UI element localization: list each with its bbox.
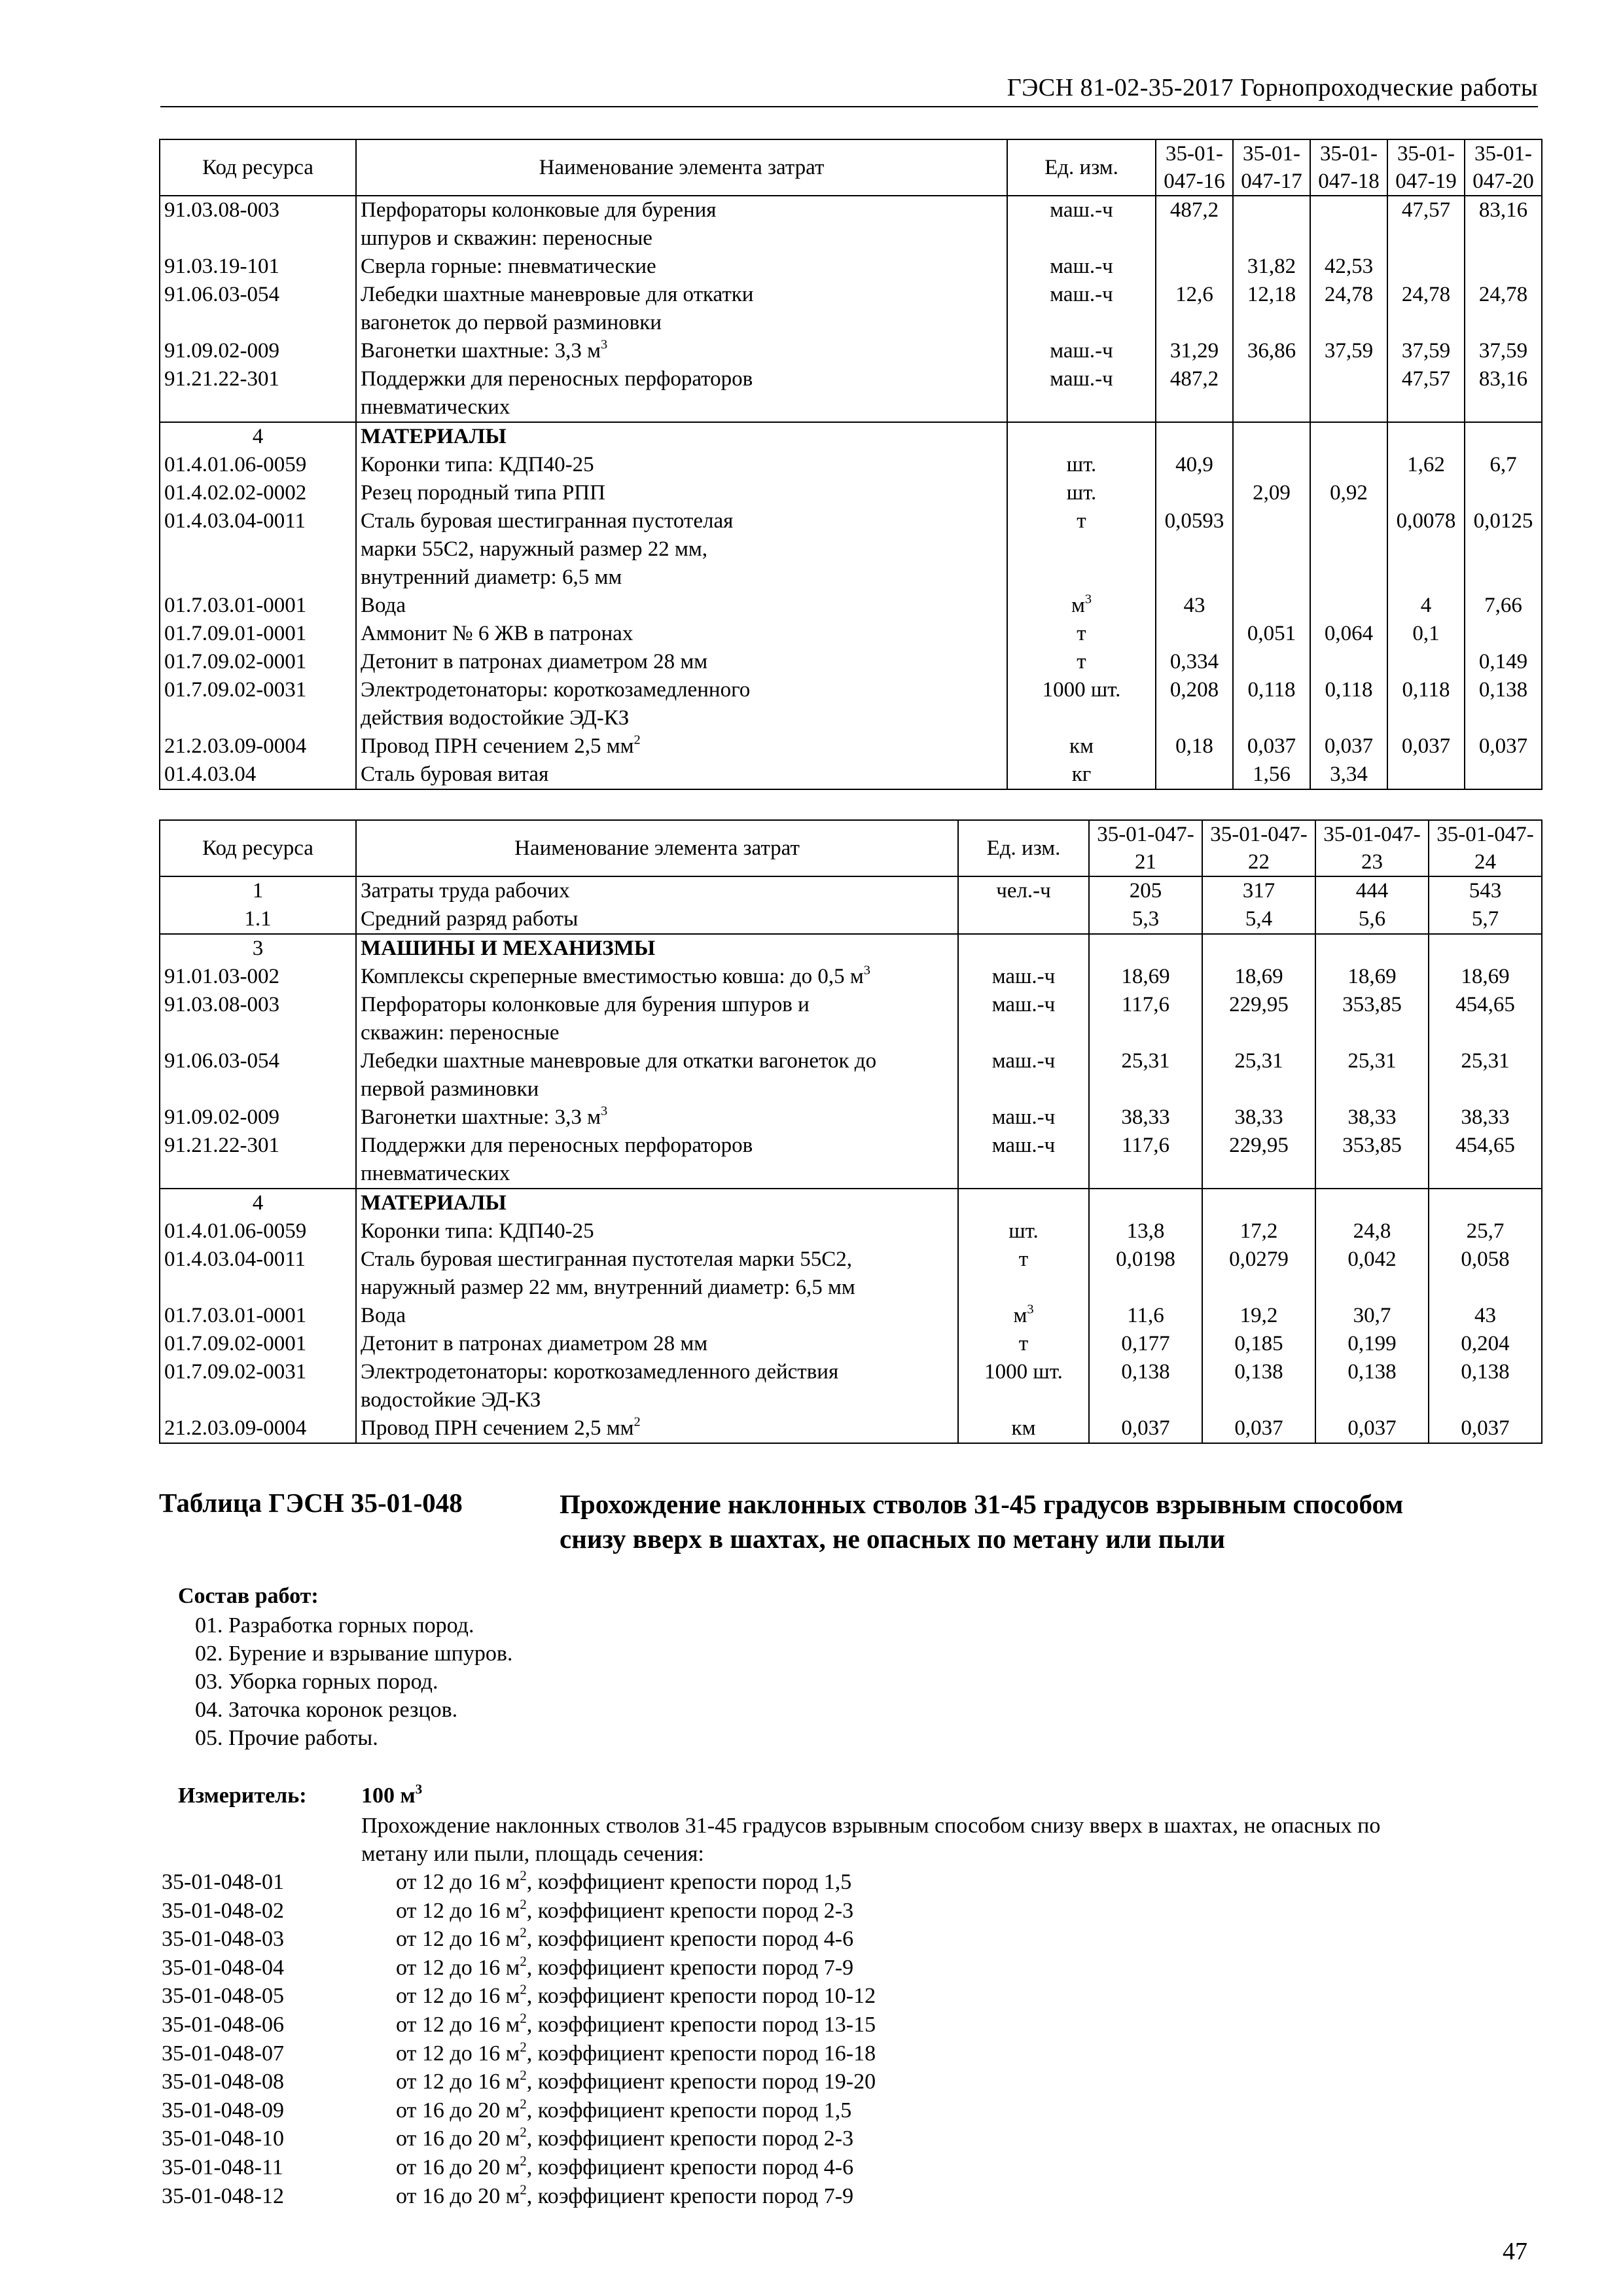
works-list [195,1611,512,1752]
resource-code: 91.03.08-003 [160,991,356,1047]
resource-unit: маш.-ч [1007,337,1156,365]
value-cell: 25,31 [1202,1047,1315,1103]
resource-name: Сталь буровая шестигранная пустотелая марки 55С2, наружный размер 22 мм, внутренний диаметр: 6,5 мм [356,507,1007,592]
value-cell: 18,69 [1429,963,1542,991]
value-cell [1233,451,1310,479]
value-cell: 0,138 [1429,1358,1542,1414]
table-row [160,1246,1542,1302]
value-cell [1156,253,1233,281]
value-cell: 3,34 [1310,761,1387,789]
value-cell: 6,7 [1465,451,1542,479]
resource-code: 01.4.02.02-0002 [160,479,356,507]
value-cell: 0,037 [1315,1414,1429,1443]
value-cell: 0,138 [1315,1358,1429,1414]
table-header-row [160,139,1542,196]
code-description: от 12 до 16 $м^2$, коэффициент крепости пород 7-9 [396,1953,854,1980]
resource-code: 91.09.02-009 [160,337,356,365]
value-cell [1465,253,1542,281]
resource-code: 21.2.03.09-0004 [160,1414,356,1443]
resource-name: Вода [356,592,1007,620]
value-cell: 36,86 [1233,337,1310,365]
value-cell: 31,29 [1156,337,1233,365]
resource-code: 91.09.02-009 [160,1103,356,1132]
value-cell: 0,037 [1233,732,1310,761]
value-cell: 0,138 [1089,1358,1202,1414]
value-cell: 0,138 [1465,676,1542,732]
value-cell: 11,6 [1089,1302,1202,1330]
resource-name: Перфораторы колонковые для бурения шпуров и скважин: переносные [356,196,1007,253]
resource-unit: шт. [1007,451,1156,479]
value-cell [1310,507,1387,592]
value-cell: 0,0279 [1202,1246,1315,1302]
resource-name: Коронки типа: КДП40-25 [356,451,1007,479]
resource-unit: т [1007,507,1156,592]
value-cell [1465,761,1542,789]
resource-name: Вагонетки шахтные: 3,3 $м^3$ [356,1103,958,1132]
value-cell [1156,761,1233,789]
resource-unit: маш.-ч [1007,196,1156,253]
table-title: Таблица ГЭСН 35-01-048 [159,1488,463,1518]
value-cell: 37,59 [1310,337,1387,365]
value-cell: 543 [1429,876,1542,905]
section-row-materials [160,1189,1542,1217]
value-cell [1233,592,1310,620]
value-cell: 0,037 [1089,1414,1202,1443]
resource-name: Комплексы скреперные вместимостью ковша: до 0,5 $м^3$ [356,963,958,991]
code: 35-01-048-05 [162,1984,284,2009]
resource-name: Сталь буровая витая [356,761,1007,789]
value-cell: 0,199 [1315,1330,1429,1358]
col-header-code: Код ресурса [160,820,356,876]
table-row [160,761,1542,789]
resource-code: 91.03.19-101 [160,253,356,281]
value-cell: 42,53 [1310,253,1387,281]
value-cell: 0,058 [1429,1246,1542,1302]
value-cell: 47,57 [1387,365,1465,422]
value-cell: 31,82 [1233,253,1310,281]
list-item: 02. Бурение и взрывание шпуров. [195,1641,513,1666]
value-cell: 47,57 [1387,196,1465,253]
value-cell: 0,0593 [1156,507,1233,592]
value-cell: 43 [1156,592,1233,620]
resource-name: Коронки типа: КДП40-25 [356,1217,958,1246]
list-item: 04. Заточка коронок резцов. [195,1698,458,1722]
col-header-unit: Ед. изм. [958,820,1089,876]
section-row-machines [160,934,1542,963]
resource-unit: т [958,1246,1089,1302]
value-cell: 0,051 [1233,620,1310,648]
resource-unit: маш.-ч [1007,281,1156,337]
resource-unit: шт. [958,1217,1089,1246]
value-cell: 40,9 [1156,451,1233,479]
meter-description: Прохождение наклонных стволов 31-45 градусов взрывным способом снизу вверх в шахтах, не опасных по метану или пыли, площадь сечения: [361,1814,1381,1866]
value-cell: 229,95 [1202,991,1315,1047]
resource-unit: маш.-ч [958,1103,1089,1132]
resource-name: Резец породный типа РПП [356,479,1007,507]
value-cell: 24,78 [1465,281,1542,337]
table-row [160,1132,1542,1189]
list-item: 03. Уборка горных пород. [195,1670,438,1694]
value-cell: 25,7 [1429,1217,1542,1246]
resource-unit: 1000 шт. [1007,676,1156,732]
value-cell: 37,59 [1465,337,1542,365]
resource-code: 91.06.03-054 [160,1047,356,1103]
col-header-unit: Ед. изм. [1007,139,1156,196]
table-row [160,876,1542,905]
value-cell [1310,365,1387,422]
code: 35-01-048-01 [162,1870,284,1894]
meter-label: Измеритель: [178,1784,307,1808]
value-cell: 117,6 [1089,991,1202,1047]
list-item: 01. Разработка горных пород. [195,1613,474,1638]
resource-name: Средний разряд работы [356,905,958,934]
value-cell: 0,0125 [1465,507,1542,592]
section-title: МАШИНЫ И МЕХАНИЗМЫ [356,934,958,963]
resource-code: 01.4.03.04-0011 [160,507,356,592]
value-cell: 0,92 [1310,479,1387,507]
resource-name: Вода [356,1302,958,1330]
value-cell: 0,149 [1465,648,1542,676]
table-row [160,991,1542,1047]
value-cell: 0,208 [1156,676,1233,732]
resource-code: 01.7.09.02-0031 [160,676,356,732]
value-cell: 4 [1387,592,1465,620]
code-description: от 16 до 20 $м^2$, коэффициент крепости пород 2-3 [396,2124,854,2151]
code: 35-01-048-09 [162,2098,284,2123]
value-cell: 0,204 [1429,1330,1542,1358]
value-cell: 0,118 [1310,676,1387,732]
value-cell: 5,4 [1202,905,1315,934]
section-row-materials [160,422,1542,451]
code-description: от 12 до 16 $м^2$, коэффициент крепости пород 13-15 [396,2010,876,2037]
col-header-047-18: 35-01-047-18 [1310,139,1387,196]
resource-name: Провод ПРН сечением 2,5 $мм^2$ [356,1414,958,1443]
resource-code: 01.7.09.02-0001 [160,648,356,676]
value-cell: 1,62 [1387,451,1465,479]
value-cell: 18,69 [1315,963,1429,991]
code: 35-01-048-11 [162,2155,283,2179]
value-cell [1156,620,1233,648]
resource-code: 91.03.08-003 [160,196,356,253]
table-row [160,1302,1542,1330]
resource-name: Поддержки для переносных перфораторов пневматических [356,1132,958,1189]
table-row [160,1217,1542,1246]
code: 35-01-048-07 [162,2041,284,2066]
col-header-047-16: 35-01-047-16 [1156,139,1233,196]
code: 35-01-048-08 [162,2070,284,2094]
value-cell [1310,648,1387,676]
value-cell [1465,479,1542,507]
col-header-047-21: 35-01-047-21 [1089,820,1202,876]
col-header-047-24: 35-01-047-24 [1429,820,1542,876]
value-cell: 0,0198 [1089,1246,1202,1302]
value-cell [1233,365,1310,422]
table-header-row [160,820,1542,876]
table-row [160,479,1542,507]
value-cell: 487,2 [1156,365,1233,422]
value-cell: 24,8 [1315,1217,1429,1246]
section-title: МАТЕРИАЛЫ [356,422,1007,451]
resource-code: 91.06.03-054 [160,281,356,337]
value-cell [1310,451,1387,479]
code: 35-01-048-12 [162,2183,284,2208]
value-cell: 0,185 [1202,1330,1315,1358]
table-row [160,620,1542,648]
resource-code: 91.21.22-301 [160,1132,356,1189]
resource-unit: т [958,1330,1089,1358]
value-cell: 5,7 [1429,905,1542,934]
table-row [160,1047,1542,1103]
value-cell: 0,042 [1315,1246,1429,1302]
value-cell: 38,33 [1315,1103,1429,1132]
value-cell: 0,138 [1202,1358,1315,1414]
resource-name: Детонит в патронах диаметром 28 мм [356,1330,958,1358]
resource-unit: маш.-ч [958,1047,1089,1103]
value-cell: 229,95 [1202,1132,1315,1189]
table-row [160,1358,1542,1414]
resource-unit: маш.-ч [958,1132,1089,1189]
table-row [160,365,1542,422]
resource-code: 01.7.09.02-0001 [160,1330,356,1358]
value-cell: 0,037 [1465,732,1542,761]
value-cell: 38,33 [1202,1103,1315,1132]
col-header-code: Код ресурса [160,139,356,196]
value-cell: 13,8 [1089,1217,1202,1246]
value-cell: 487,2 [1156,196,1233,253]
resource-unit: т [1007,620,1156,648]
resource-unit: маш.-ч [958,991,1089,1047]
value-cell: 0,18 [1156,732,1233,761]
value-cell: 24,78 [1387,281,1465,337]
value-cell: 24,78 [1310,281,1387,337]
section-code: 4 [160,422,356,451]
resource-unit: т [1007,648,1156,676]
resource-code: 01.4.03.04-0011 [160,1246,356,1302]
value-cell: 0,037 [1310,732,1387,761]
value-cell: 1,56 [1233,761,1310,789]
value-cell [1387,253,1465,281]
col-header-name: Наименование элемента затрат [356,139,1007,196]
value-cell [1233,507,1310,592]
code: 35-01-048-06 [162,2012,284,2037]
value-cell [1387,761,1465,789]
resource-name: Детонит в патронах диаметром 28 мм [356,648,1007,676]
col-header-047-22: 35-01-047-22 [1202,820,1315,876]
table-row [160,905,1542,934]
resource-unit: маш.-ч [1007,253,1156,281]
value-cell: 0,118 [1233,676,1310,732]
table-row [160,253,1542,281]
value-cell [1233,648,1310,676]
value-cell: 18,69 [1089,963,1202,991]
code-description: от 16 до 20 $м^2$, коэффициент крепости пород 7-9 [396,2181,854,2208]
value-cell: 117,6 [1089,1132,1202,1189]
value-cell [1387,648,1465,676]
value-cell: 0,064 [1310,620,1387,648]
col-header-047-19: 35-01-047-19 [1387,139,1465,196]
table-row [160,337,1542,365]
resource-name: Лебедки шахтные маневровые для откатки вагонеток до первой разминовки [356,281,1007,337]
table-row [160,1103,1542,1132]
resource-name: Электродетонаторы: короткозамедленного действия водостойкие ЭД-КЗ [356,676,1007,732]
code-description: от 12 до 16 $м^2$, коэффициент крепости пород 19-20 [396,2067,876,2094]
section-code: 4 [160,1189,356,1217]
value-cell: 0,334 [1156,648,1233,676]
value-cell: 205 [1089,876,1202,905]
resource-unit: маш.-ч [958,963,1089,991]
resource-unit: 1000 шт. [958,1358,1089,1414]
resource-code: 01.7.03.01-0001 [160,592,356,620]
value-cell: 30,7 [1315,1302,1429,1330]
code-description: от 16 до 20 $м^2$, коэффициент крепости пород 1,5 [396,2096,852,2123]
resource-name: Сверла горные: пневматические [356,253,1007,281]
resource-unit: км [1007,732,1156,761]
table-row [160,732,1542,761]
value-cell: 5,6 [1315,905,1429,934]
value-cell: 18,69 [1202,963,1315,991]
table-row [160,963,1542,991]
resource-name: Аммонит № 6 ЖВ в патронах [356,620,1007,648]
code: 35-01-048-03 [162,1927,284,1952]
resource-code: 91.21.22-301 [160,365,356,422]
code-description: от 12 до 16 $м^2$, коэффициент крепости пород 16-18 [396,2038,876,2066]
value-cell: 12,18 [1233,281,1310,337]
table-row [160,281,1542,337]
code: 35-01-048-04 [162,1955,284,1980]
value-cell: 444 [1315,876,1429,905]
works-label: Состав работ: [178,1584,319,1608]
code-description: от 12 до 16 $м^2$, коэффициент крепости пород 10-12 [396,1981,876,2009]
meter-value: 100 $м^3$ [361,1781,423,1808]
resource-name: Провод ПРН сечением 2,5 $мм^2$ [356,732,1007,761]
value-cell: 0,118 [1387,676,1465,732]
value-cell: 25,31 [1089,1047,1202,1103]
value-cell: 454,65 [1429,991,1542,1047]
col-header-047-23: 35-01-047-23 [1315,820,1429,876]
value-cell [1310,592,1387,620]
resource-name: Сталь буровая шестигранная пустотелая марки 55С2, наружный размер 22 мм, внутренний диаметр: 6,5 мм [356,1246,958,1302]
resource-code: 01.4.01.06-0059 [160,451,356,479]
value-cell: 0,1 [1387,620,1465,648]
resource-name: Электродетонаторы: короткозамедленного действия водостойкие ЭД-КЗ [356,1358,958,1414]
value-cell: 5,3 [1089,905,1202,934]
value-cell: 38,33 [1429,1103,1542,1132]
table-row [160,507,1542,592]
section-code: 1 [160,876,356,905]
col-header-047-20: 35-01-047-20 [1465,139,1542,196]
value-cell: 0,0078 [1387,507,1465,592]
value-cell: 19,2 [1202,1302,1315,1330]
table-row [160,196,1542,253]
value-cell: 83,16 [1465,196,1542,253]
value-cell: 353,85 [1315,991,1429,1047]
resource-name: Поддержки для переносных перфораторов пневматических [356,365,1007,422]
value-cell [1387,479,1465,507]
table-row [160,1414,1542,1443]
table-row [160,676,1542,732]
table-row [160,451,1542,479]
value-cell: 12,6 [1156,281,1233,337]
value-cell: 317 [1202,876,1315,905]
value-cell: 0,037 [1202,1414,1315,1443]
header-rule [160,106,1538,107]
resource-name: Вагонетки шахтные: 3,3 $м^3$ [356,337,1007,365]
resource-table-1 [159,139,1543,790]
value-cell [1233,196,1310,253]
value-cell: 2,09 [1233,479,1310,507]
resource-unit: кг [1007,761,1156,789]
value-cell: 25,31 [1315,1047,1429,1103]
resource-unit: $м^3$ [958,1302,1089,1330]
resource-table-2 [159,819,1543,1444]
value-cell [1465,620,1542,648]
table-description: Прохождение наклонных стволов 31-45 градусов взрывным способом снизу вверх в шахтах, не опасных по метану или пыли [560,1489,1404,1554]
value-cell [1310,196,1387,253]
value-cell: 25,31 [1429,1047,1542,1103]
value-cell: 0,037 [1429,1414,1542,1443]
section-title: МАТЕРИАЛЫ [356,1189,958,1217]
resource-unit: чел.-ч [958,876,1089,905]
section-code: 3 [160,934,356,963]
value-cell: 0,177 [1089,1330,1202,1358]
resource-code: 01.7.09.01-0001 [160,620,356,648]
resource-code: 01.4.01.06-0059 [160,1217,356,1246]
resource-code: 01.4.03.04 [160,761,356,789]
code-description: от 12 до 16 $м^2$, коэффициент крепости пород 4-6 [396,1924,854,1952]
resource-unit: км [958,1414,1089,1443]
value-cell: 7,66 [1465,592,1542,620]
value-cell [1156,479,1233,507]
resource-code: 21.2.03.09-0004 [160,732,356,761]
table-row [160,592,1542,620]
code: 35-01-048-10 [162,2126,284,2151]
resource-unit: шт. [1007,479,1156,507]
resource-name: Лебедки шахтные маневровые для откатки вагонеток до первой разминовки [356,1047,958,1103]
col-header-name: Наименование элемента затрат [356,820,958,876]
resource-name: Затраты труда рабочих [356,876,958,905]
resource-code: 91.01.03-002 [160,963,356,991]
table-row [160,648,1542,676]
value-cell: 83,16 [1465,365,1542,422]
value-cell: 38,33 [1089,1103,1202,1132]
value-cell: 0,037 [1387,732,1465,761]
value-cell: 17,2 [1202,1217,1315,1246]
code-description: от 12 до 16 $м^2$, коэффициент крепости пород 2-3 [396,1895,854,1923]
value-cell: 37,59 [1387,337,1465,365]
value-cell: 353,85 [1315,1132,1429,1189]
value-cell: 454,65 [1429,1132,1542,1189]
code: 35-01-048-02 [162,1898,284,1923]
resource-name: Перфораторы колонковые для бурения шпуров и скважин: переносные [356,991,958,1047]
resource-unit: маш.-ч [1007,365,1156,422]
code-description: от 16 до 20 $м^2$, коэффициент крепости пород 4-6 [396,2153,854,2179]
resource-code: 1.1 [160,905,356,934]
resource-code: 01.7.03.01-0001 [160,1302,356,1330]
page-number: 47 [1503,2238,1527,2265]
table-row [160,1330,1542,1358]
list-item: 05. Прочие работы. [195,1726,378,1750]
value-cell: 43 [1429,1302,1542,1330]
code-description: от 12 до 16 $м^2$, коэффициент крепости пород 1,5 [396,1867,852,1894]
resource-unit: $м^3$ [1007,592,1156,620]
running-header: ГЭСН 81-02-35-2017 Горнопроходческие работы [1007,74,1538,101]
resource-code: 01.7.09.02-0031 [160,1358,356,1414]
col-header-047-17: 35-01-047-17 [1233,139,1310,196]
